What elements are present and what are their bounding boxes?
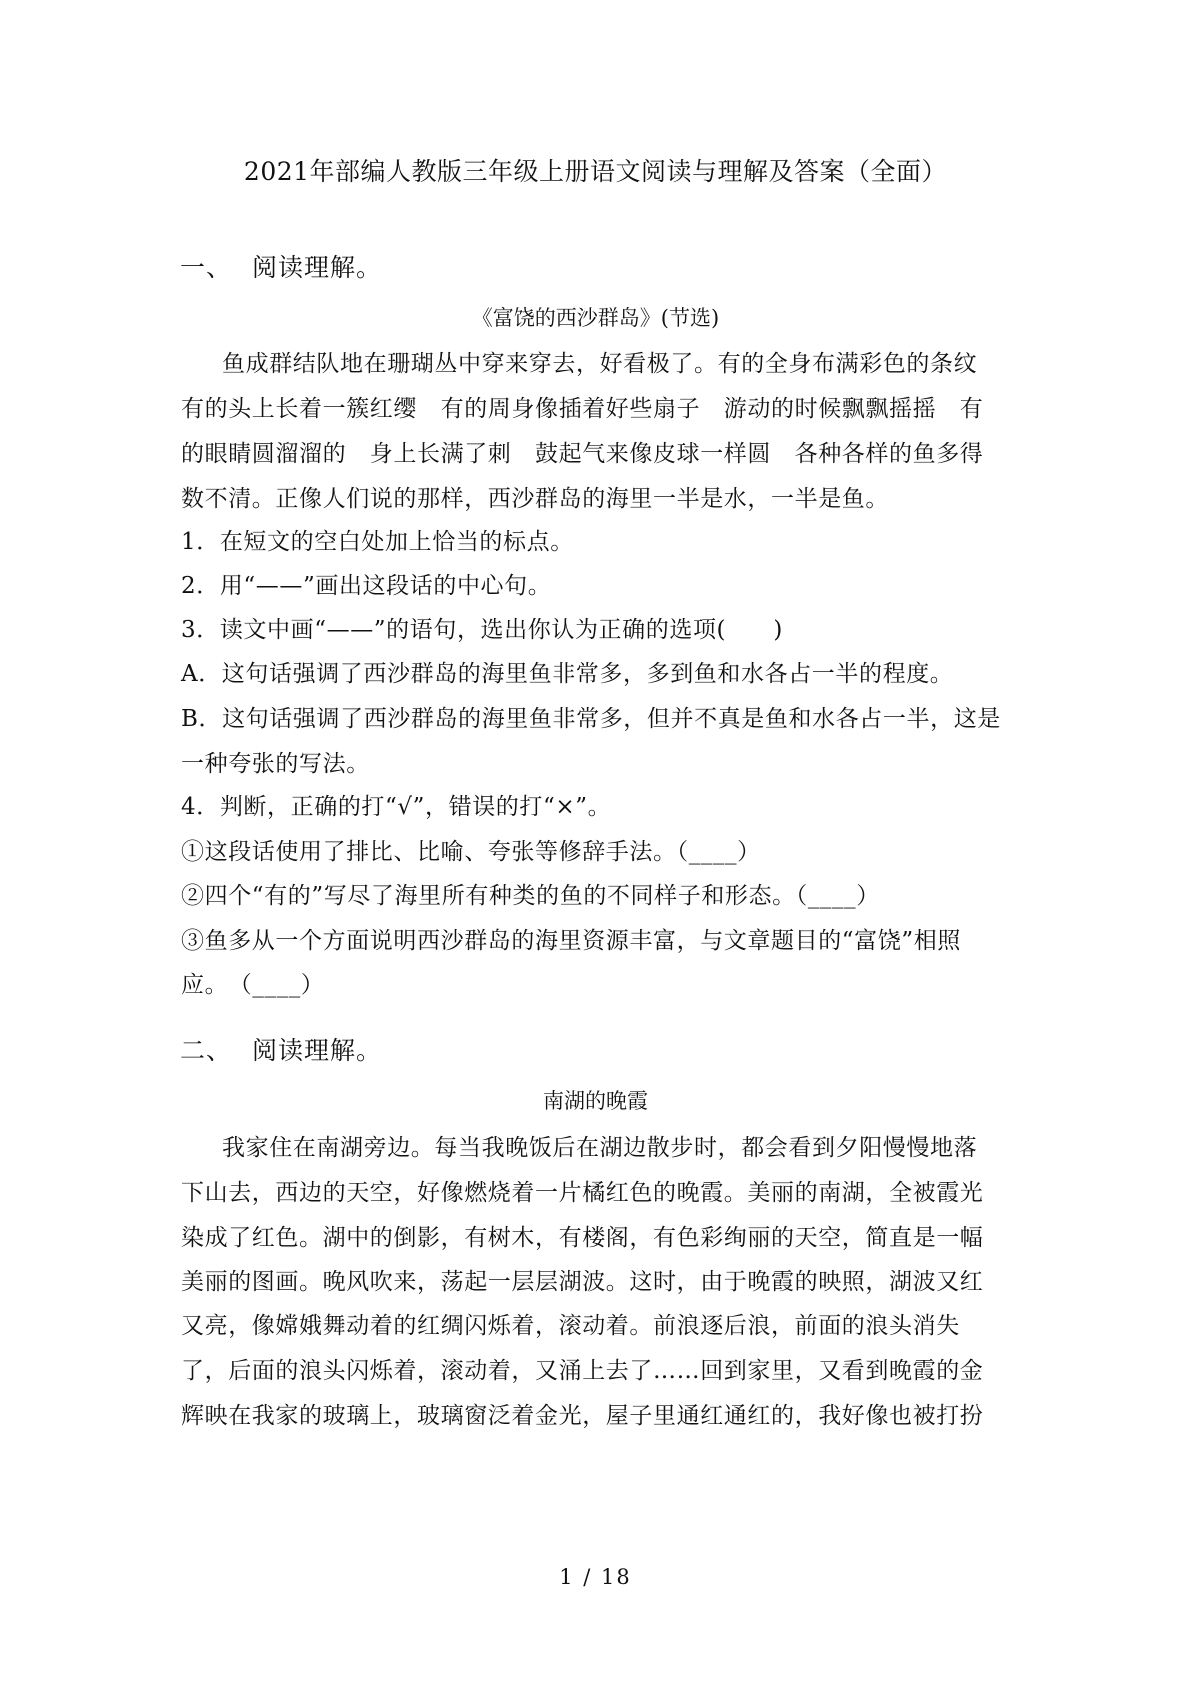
section-1-heading bbox=[180, 248, 382, 284]
question-line: 3．读文中画“——”的语句，选出你认为正确的选项( ) bbox=[181, 617, 783, 643]
section-1-passage-line: 的眼睛圆溜溜的 身上长满了刺 鼓起气来像皮球一样圆 各种各样的鱼多得 bbox=[181, 441, 984, 467]
question-line: 4．判断，正确的打“√”，错误的打“×”。 bbox=[181, 794, 612, 820]
section-2-passage-line: 辉映在我家的玻璃上，玻璃窗泛着金光，屋子里通红通红的，我好像也被打扮 bbox=[181, 1403, 984, 1429]
section-2-passage-line: 我家住在南湖旁边。每当我晚饭后在湖边散步时，都会看到夕阳慢慢地落 bbox=[222, 1135, 978, 1161]
judgement-line: ③鱼多从一个方面说明西沙群岛的海里资源丰富，与文章题目的“富饶”相照 bbox=[181, 928, 961, 954]
option-line: 一种夸张的写法。 bbox=[181, 751, 370, 777]
judgement-line: ②四个“有的”写尽了海里所有种类的鱼的不同样子和形态。（____） bbox=[181, 883, 880, 909]
section-1-passage-line: 有的头上长着一簇红缨 有的周身像插着好些扇子 游动的时候飘飘摇摇 有 bbox=[181, 396, 984, 422]
section-1-passage-line: 数不清。正像人们说的那样，西沙群岛的海里一半是水，一半是鱼。 bbox=[181, 486, 889, 512]
document-title: 2021年部编人教版三年级上册语文阅读与理解及答案（全面） bbox=[243, 157, 948, 186]
section-2-passage-line: 又亮，像嫦娥舞动着的红绸闪烁着，滚动着。前浪逐后浪，前面的浪头消失 bbox=[181, 1313, 960, 1339]
section-2-passage-title: 南湖的晚霞 bbox=[543, 1089, 648, 1113]
page-number: 1 / 18 bbox=[559, 1565, 632, 1589]
section-2-passage-line: 染成了红色。湖中的倒影，有树木，有楼阁，有色彩绚丽的天空，简直是一幅 bbox=[181, 1225, 984, 1251]
question-line: 2．用“——”画出这段话的中心句。 bbox=[181, 573, 552, 599]
option-line: B．这句话强调了西沙群岛的海里鱼非常多，但并不真是鱼和水各占一半，这是 bbox=[181, 706, 1001, 732]
section-2-passage-line: 下山去，西边的天空，好像燃烧着一片橘红色的晚霞。美丽的南湖，全被霞光 bbox=[181, 1180, 984, 1206]
section-2-heading-text: 阅读理解。 bbox=[252, 1036, 383, 1065]
section-2-heading bbox=[180, 1031, 382, 1067]
judgement-line: ①这段话使用了排比、比喻、夸张等修辞手法。（____） bbox=[181, 839, 761, 865]
section-1-heading-text: 阅读理解。 bbox=[252, 253, 383, 282]
question-line: 1．在短文的空白处加上恰当的标点。 bbox=[181, 529, 574, 555]
section-2-number: 二、 bbox=[180, 1036, 233, 1065]
option-line: A．这句话强调了西沙群岛的海里鱼非常多，多到鱼和水各占一半的程度。 bbox=[181, 661, 954, 687]
section-1-number: 一、 bbox=[180, 253, 233, 282]
section-2-passage-line: 美丽的图画。晚风吹来，荡起一层层湖波。这时，由于晚霞的映照，湖波又红 bbox=[181, 1269, 984, 1295]
section-1-passage-line: 鱼成群结队地在珊瑚丛中穿来穿去，好看极了。有的全身布满彩色的条纹 bbox=[222, 351, 978, 377]
section-2-passage-line: 了，后面的浪头闪烁着，滚动着，又涌上去了……回到家里，又看到晚霞的金 bbox=[181, 1358, 984, 1384]
section-1-passage-title: 《富饶的西沙群岛》(节选) bbox=[471, 306, 720, 330]
judgement-line: 应。 （____） bbox=[181, 972, 325, 998]
